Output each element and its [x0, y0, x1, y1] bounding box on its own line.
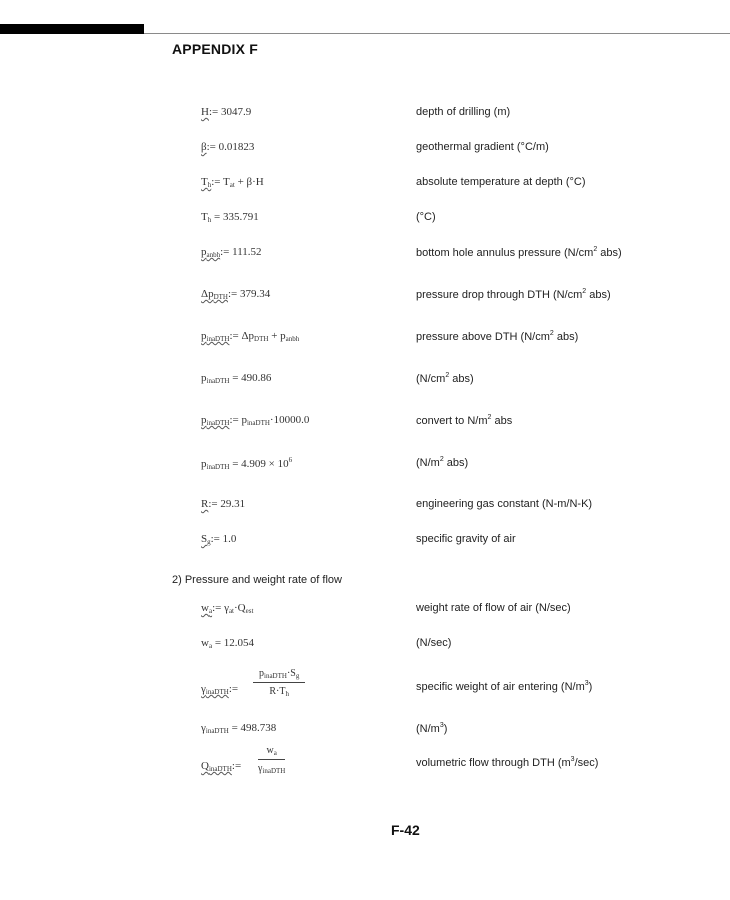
equation-description: geothermal gradient (°C/m) [416, 141, 549, 153]
equation: $\gamma_{inaDTH} = 498.738$ [201, 722, 277, 735]
equation: $Q_{inaDTH}:=$ [201, 760, 242, 773]
equation-description: ($N/m^2$ abs) [416, 456, 469, 469]
header-black-bar [0, 24, 144, 34]
equation: β:= 0.01823 [201, 141, 255, 153]
equation-description: volumetric flow through DTH $(m^3/\sec)$ [416, 756, 599, 769]
equation: $p_{inaDTH} = 4.909 \times 10^6$ [201, 456, 293, 471]
equation: $T_h:= T_{at} + \beta\cdot H$ [201, 176, 264, 189]
equation-description: convert to $N/m^2$ abs [416, 414, 513, 427]
equation-description: ($N/cm^2$ abs) [416, 372, 474, 385]
equation-description: specific gravity of air [416, 533, 516, 545]
equation-row [0, 668, 730, 708]
equation: $\Delta p_{DTH}:= 379.34$ [201, 288, 271, 301]
equation-description: specific weight of air entering $(N/m^3)$ [416, 680, 593, 693]
equation: $p_{inaDTH}:= p_{inaDTH}\cdot 10000.0$ [201, 414, 310, 427]
equation: $p_{inaDTH}:= \Delta p_{DTH} + p_{anbh}$ [201, 330, 300, 343]
equation: $\gamma_{inaDTH}:=$ [201, 683, 239, 696]
equation: $T_h = 335.791$ [201, 211, 259, 224]
section-heading: 2) Pressure and weight rate of flow [172, 574, 342, 586]
equation-description: pressure above DTH ($N/cm^2$ abs) [416, 330, 579, 343]
equation: $p_{inaDTH} = 490.86$ [201, 372, 272, 385]
equation: $w_a:= \gamma_{at}\cdot Q_{est}$ [201, 602, 254, 615]
equation: $p_{anbh}:= 111.52$ [201, 246, 262, 259]
equation: H:= 3047.9 [201, 106, 252, 118]
equation-description: bottom hole annulus pressure ($N/cm^2$ abs) [416, 246, 622, 259]
fraction-numerator: $p_{inaDTH}\cdot S_g$ [253, 668, 305, 683]
fraction-denominator: $\gamma_{inaDTH}$ [258, 763, 286, 775]
equation-description: (°C) [416, 211, 436, 223]
equation-description: depth of drilling (m) [416, 106, 511, 118]
equation-description: absolute temperature at depth (°C) [416, 176, 586, 188]
page-number: F-42 [391, 822, 420, 838]
equation: R:= 29.31 [201, 498, 246, 510]
fraction [253, 668, 305, 698]
header-rule [144, 33, 730, 34]
equation: $S_g:= 1.0$ [201, 533, 237, 546]
fraction-numerator: $w_a$ [258, 745, 285, 760]
equation-description: pressure drop through DTH ($N/cm^2$ abs) [416, 288, 611, 301]
equation-row [0, 745, 730, 785]
fraction-denominator: $R\cdot T_h$ [269, 686, 289, 698]
equation-description: (N/sec) [416, 637, 452, 649]
appendix-title: APPENDIX F [172, 41, 259, 57]
equation: $w_a = 12.054$ [201, 637, 255, 650]
fraction [258, 745, 285, 775]
equation-description: $(N/m^3)$ [416, 722, 448, 735]
equation-description: weight rate of flow of air (N/sec) [416, 602, 571, 614]
equation-description: engineering gas constant (N-m/N-K) [416, 498, 593, 510]
